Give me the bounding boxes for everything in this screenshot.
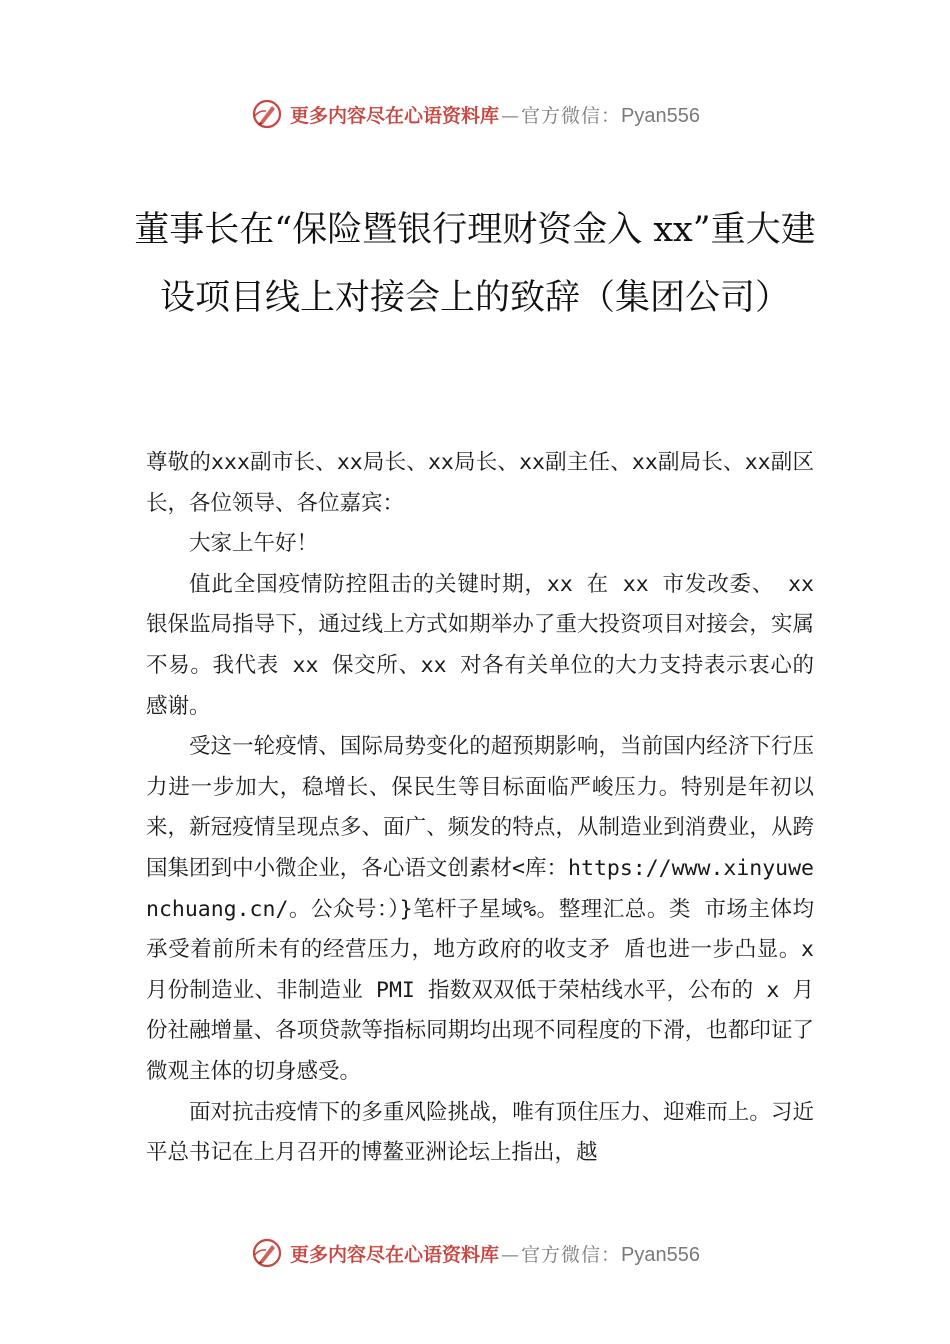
banner-main-text: 更多内容尽在心语资料库 bbox=[290, 1243, 500, 1266]
banner-sub-text: 官方微信： bbox=[521, 104, 622, 127]
body-paragraph: 值此全国疫情防控阻击的关键时期，xx 在 xx 市发改委、 xx 银保监局指导下，通过线上方式如期举办了重大投资项目对接会，实属不易。我代表 xx 保交所、xx 对各有关单位的大力支持表示衷心的感谢。 bbox=[146, 571, 814, 719]
banner-wechat-id: Pyan556 bbox=[621, 104, 700, 127]
salutation-paragraph: 尊敬的xxx副市长、xx局长、xx局长、xx副主任、xx副局长、xx副区长，各位领导、各位嘉宾： bbox=[146, 450, 814, 516]
banner-sub-text: 官方微信： bbox=[521, 1243, 622, 1266]
body-paragraph: 面对抗击疫情下的多重风险挑战，唯有顶住压力、迎难而上。习近平总书记在上月召开的博鳌亚洲论坛上指出，越 bbox=[146, 1099, 814, 1166]
banner-main-text: 更多内容尽在心语资料库 bbox=[290, 104, 500, 127]
pen-logo-icon bbox=[250, 97, 284, 131]
greeting-paragraph: 大家上午好！ bbox=[189, 531, 319, 557]
banner-separator: — bbox=[501, 105, 520, 127]
body-paragraph: 受这一轮疫情、国际局势变化的超预期影响，当前国内经济下行压力进一步加大，稳增长、保民生等目标面临严峻压力。特别是年初以来，新冠疫情呈现点多、面广、频发的特点，从制造业到消费业，从跨国集团到中小微企业，各心语文创素材<库：https://www.xinyuwenchuang.cn/。公众号：）}笔杆子星域%。整理汇总。类 市场主体均承受着前所未有的经营压力，地方政府的收支矛 盾也进一步凸显。x 月份制造业、非制造业 PMI 指数双双低于荣枯线水平，公布的 x 月份社融增量、各项贷款等指标同期均出现不同程度的下滑，也都印证了微观主体的切身感受。 bbox=[146, 734, 814, 1084]
header-banner bbox=[0, 94, 950, 134]
pen-logo-icon bbox=[250, 1236, 284, 1270]
banner-separator: — bbox=[501, 1244, 520, 1266]
footer-banner bbox=[0, 1233, 950, 1273]
document-title: 董事长在“保险暨银行理财资金入 xx”重大建设项目线上对接会上的致辞（集团公司） bbox=[134, 210, 816, 318]
document-body bbox=[146, 443, 814, 1174]
banner-wechat-id: Pyan556 bbox=[621, 1243, 700, 1266]
